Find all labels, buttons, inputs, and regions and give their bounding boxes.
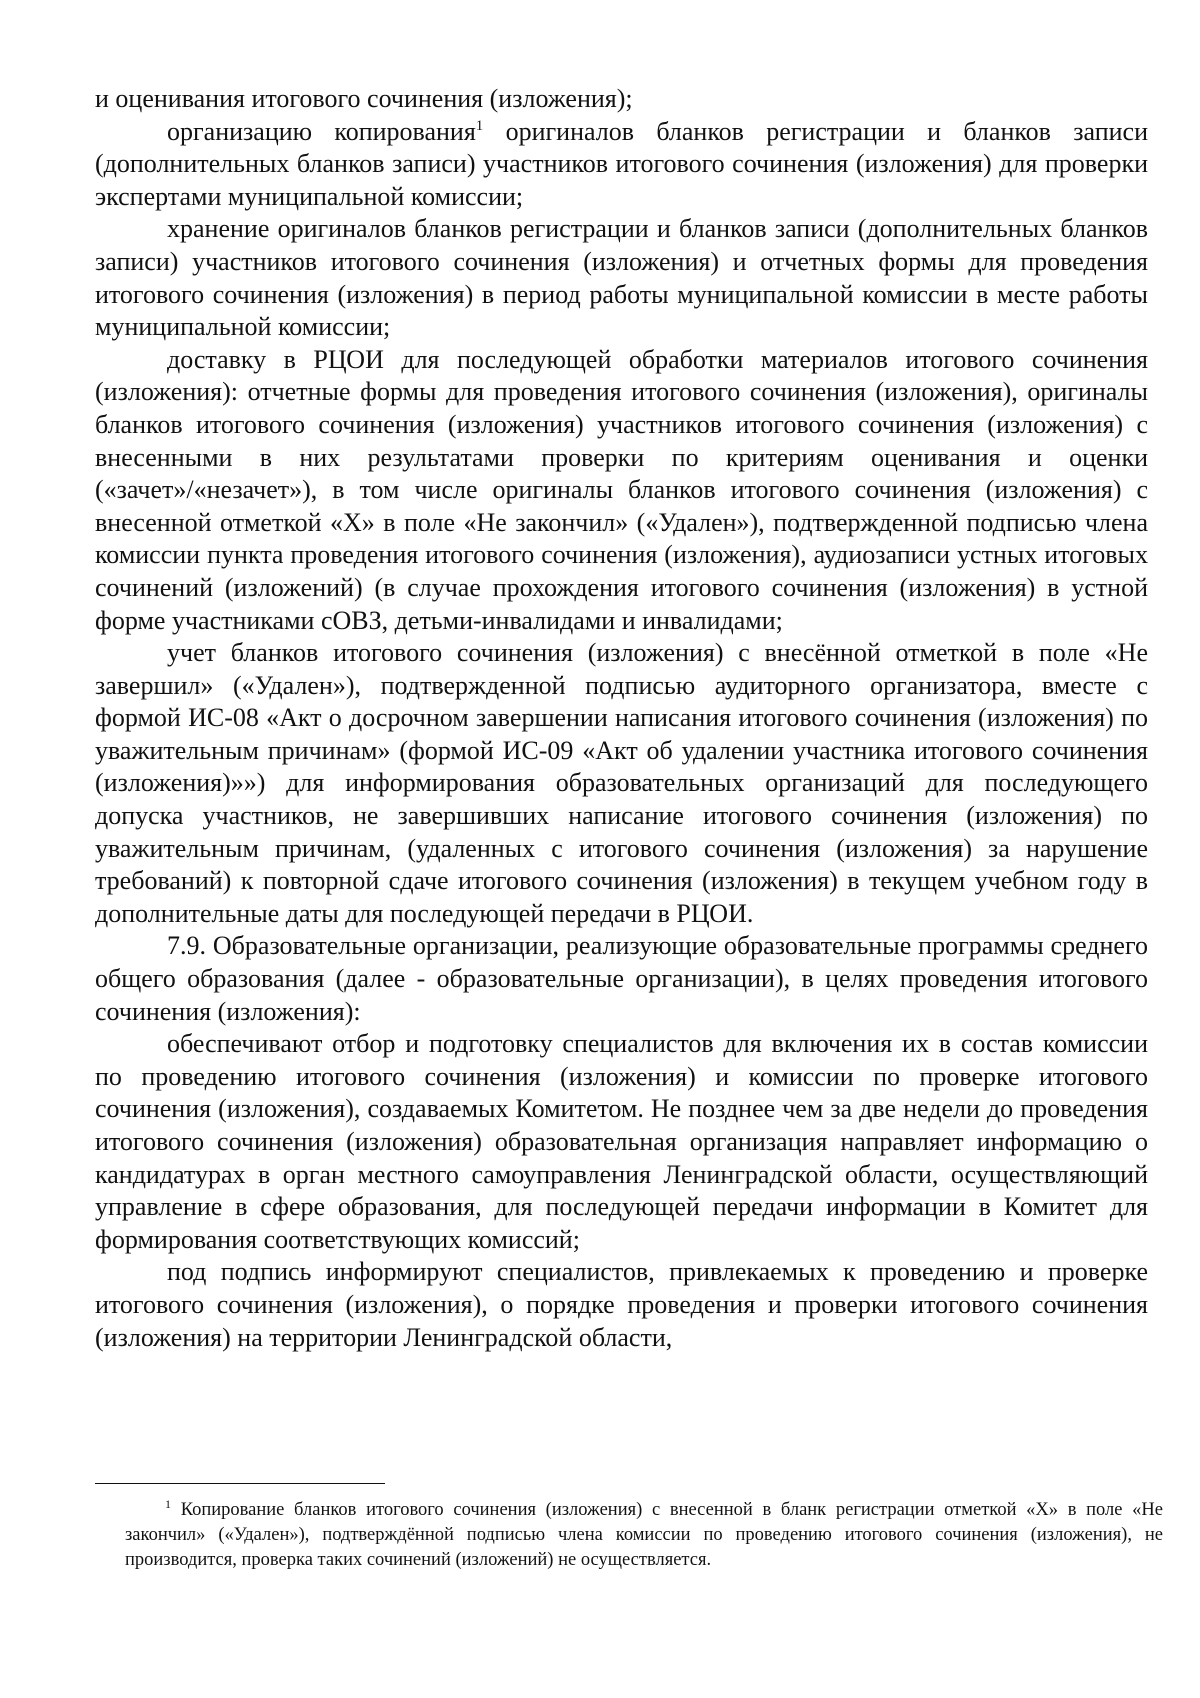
paragraph-2-text: организацию копирования — [167, 116, 476, 146]
document-page — [95, 83, 1148, 1354]
paragraph-5-text: учет бланков итогового сочинения (изложения) с внесённой отметкой в поле «Не завершил» («Удален»), подтвержденной подписью аудиторного организатора, вместе с формой ИС-08 «Акт о досрочном завершении написания итогового сочинения (изложения) по уважительным причинам» (формой ИС-09 «Акт об удалении участника итогового сочинения (изложения)»») для информирования образовательных организаций для последующего допуска участников, не завершивших написание итогового сочинения (изложения) по уважительным причинам, (удаленных с итогового сочинения (изложения) за нарушение требований) к повторной сдаче итогового сочинения (изложения) в текущем учебном году в дополнительные даты для последующей передачи в РЦОИ. — [95, 638, 1148, 928]
paragraph-4 — [95, 344, 1148, 637]
paragraph-3 — [95, 213, 1148, 343]
paragraph-8-text: под подпись информируют специалистов, привлекаемых к проведению и проверке итогового сочинения (изложения), о порядке проведения и проверки итогового сочинения (изложения) на территории Ленинградской области, — [95, 1257, 1148, 1352]
paragraph-1 — [95, 83, 1148, 116]
paragraph-2-text-cont: оригиналов бланков регистрации и бланков записи (дополнительных бланков записи) участников итогового сочинения (изложения) для проверки экспертами муниципальной комиссии; — [95, 116, 1148, 211]
footnote-separator — [95, 1483, 385, 1484]
footnote-reference[interactable]: 1 — [475, 117, 484, 134]
footnote-text: Копирование бланков итогового сочинения (изложения) с внесенной в бланк регистрации отметкой «X» в поле «Не закончил» («Удален»), подтверждённой подписью члена комиссии по проведению итогового сочинения (изложения), не производится, проверка таких сочинений (изложений) не осуществляется. — [125, 1500, 1163, 1570]
footnote — [125, 1498, 1163, 1573]
paragraph-6-text: 7.9. Образовательные организации, реализующие образовательные программы среднего общего образования (далее - образовательные организации), в целях проведения итогового сочинения (изложения): — [95, 931, 1148, 1026]
paragraph-8 — [95, 1256, 1148, 1354]
paragraph-2 — [95, 116, 1148, 214]
footnote-marker: 1 — [165, 1497, 171, 1511]
paragraph-7 — [95, 1028, 1148, 1256]
paragraph-1-text: и оценивания итогового сочинения (изложения); — [95, 84, 633, 113]
paragraph-7-text: обеспечивают отбор и подготовку специалистов для включения их в состав комиссии по проведению итогового сочинения (изложения) и комиссии по проверке итогового сочинения (изложения), создаваемых Комитетом. Не позднее чем за две недели до проведения итогового сочинения (изложения) образовательная организация направляет информацию о кандидатурах в орган местного самоуправления Ленинградской области, осуществляющий управление в сфере образования, для последующей передачи информации в Комитет для формирования соответствующих комиссий; — [95, 1029, 1148, 1254]
paragraph-4-text: доставку в РЦОИ для последующей обработки материалов итогового сочинения (изложения): отчетные формы для проведения итогового сочинения (изложения), оригиналы бланков итогового сочинения (изложения) участников итогового сочинения (изложения) с внесенными в них результатами проверки по критериям оценивания и оценки («зачет»/«незачет»), в том числе оригиналы бланков итогового сочинения (изложения) с внесенной отметкой «X» в поле «Не закончил» («Удален»), подтвержденной подписью члена комиссии пункта проведения итогового сочинения (изложения), аудиозаписи устных итоговых сочинений (изложений) (в случае прохождения итогового сочинения (изложения) в устной форме участниками сОВЗ, детьми-инвалидами и инвалидами; — [95, 344, 1148, 635]
paragraph-6 — [95, 930, 1148, 1028]
paragraph-5 — [95, 637, 1148, 930]
paragraph-3-text: хранение оригиналов бланков регистрации и бланков записи (дополнительных бланков записи) участников итогового сочинения (изложения) и отчетных формы для проведения итогового сочинения (изложения) в период работы муниципальной комиссии в месте работы муниципальной комиссии; — [95, 214, 1148, 342]
